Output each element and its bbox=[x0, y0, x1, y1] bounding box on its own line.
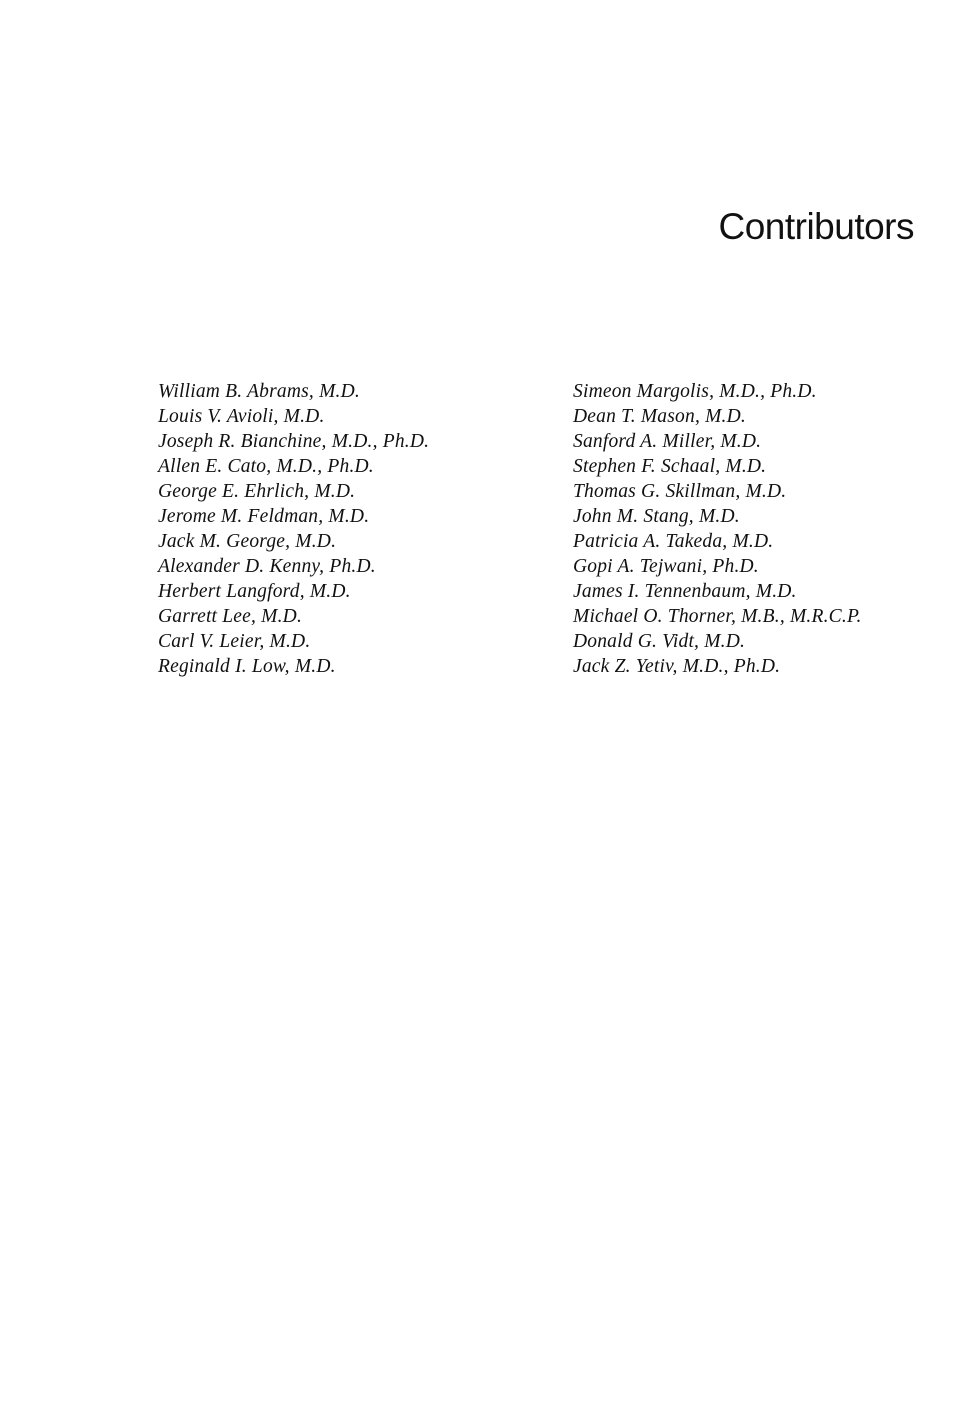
contributor-name: Jack M. George, M.D. bbox=[158, 531, 337, 552]
contributor-name: Dean T. Mason, M.D. bbox=[573, 406, 746, 427]
contributor-name: Michael O. Thorner, M.B., M.R.C.P. bbox=[573, 606, 862, 627]
contributor-name: Stephen F. Schaal, M.D. bbox=[573, 456, 767, 477]
page-title: Contributors bbox=[718, 206, 914, 247]
contributor-name: Donald G. Vidt, M.D. bbox=[573, 631, 746, 652]
contributor-name: Herbert Langford, M.D. bbox=[158, 581, 351, 602]
contributor-name: Jack Z. Yetiv, M.D., Ph.D. bbox=[573, 656, 781, 677]
contributor-name: Joseph R. Bianchine, M.D., Ph.D. bbox=[158, 431, 430, 452]
contributor-name: William B. Abrams, M.D. bbox=[158, 381, 360, 402]
contributor-name: Jerome M. Feldman, M.D. bbox=[158, 506, 370, 527]
contributor-name: Thomas G. Skillman, M.D. bbox=[573, 481, 787, 502]
contributor-name: Carl V. Leier, M.D. bbox=[158, 631, 311, 652]
contributor-name: Allen E. Cato, M.D., Ph.D. bbox=[158, 456, 374, 477]
contributors-column-right bbox=[573, 379, 862, 679]
contributor-name: Louis V. Avioli, M.D. bbox=[158, 406, 325, 427]
contributor-name: John M. Stang, M.D. bbox=[573, 506, 740, 527]
contributor-name: Alexander D. Kenny, Ph.D. bbox=[158, 556, 376, 577]
contributor-name: Sanford A. Miller, M.D. bbox=[573, 431, 762, 452]
contributors-column-left bbox=[158, 379, 429, 679]
contributor-name: Garrett Lee, M.D. bbox=[158, 606, 303, 627]
contributor-name: Reginald I. Low, M.D. bbox=[158, 656, 336, 677]
contributor-name: Simeon Margolis, M.D., Ph.D. bbox=[573, 381, 817, 402]
contributor-name: Patricia A. Takeda, M.D. bbox=[573, 531, 774, 552]
contributor-name: Gopi A. Tejwani, Ph.D. bbox=[573, 556, 759, 577]
contributor-name: George E. Ehrlich, M.D. bbox=[158, 481, 356, 502]
contributor-name: James I. Tennenbaum, M.D. bbox=[573, 581, 797, 602]
